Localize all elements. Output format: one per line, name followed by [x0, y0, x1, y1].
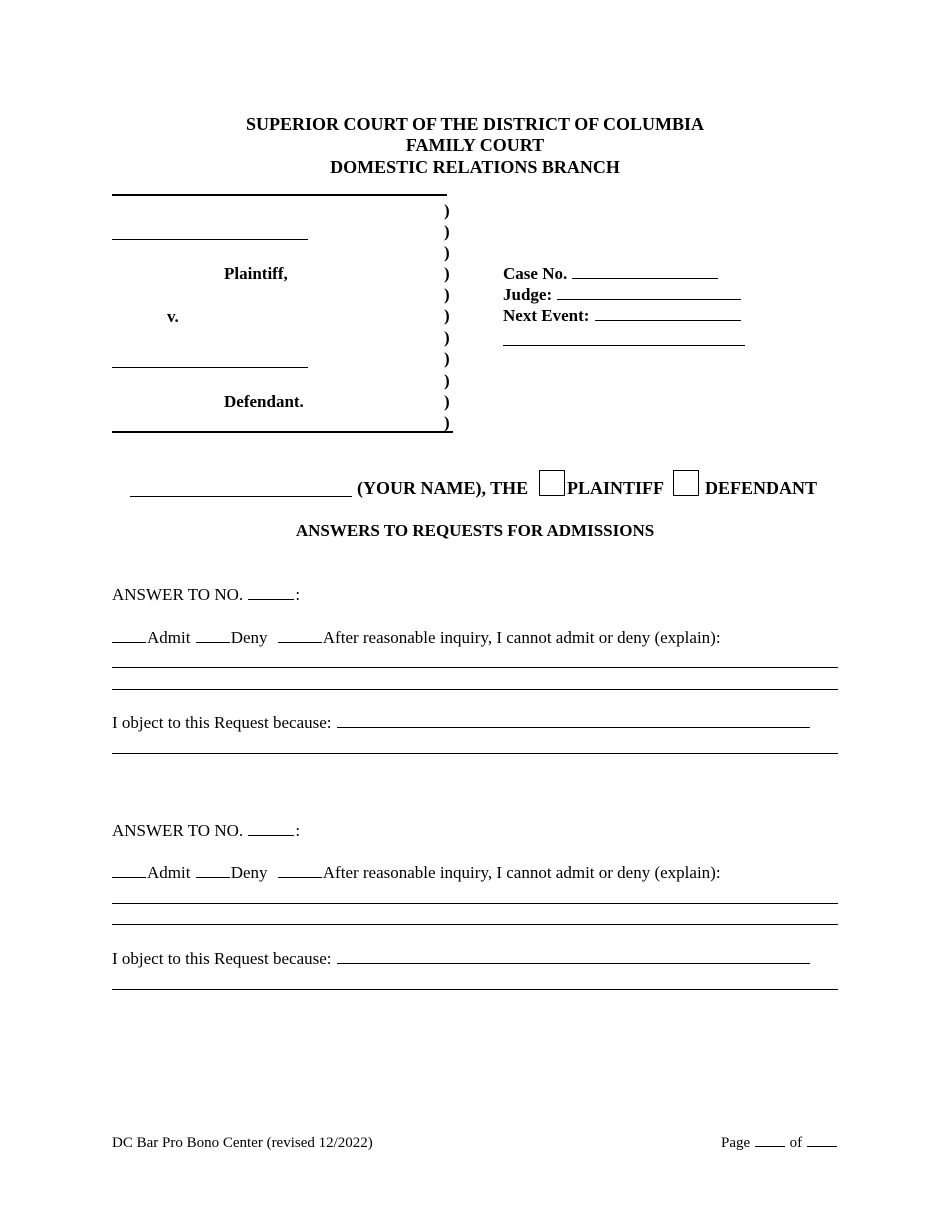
versus-label: v. [167, 307, 179, 326]
page-number-field[interactable] [755, 1134, 785, 1147]
explain-line[interactable] [112, 667, 838, 668]
deny-label: Deny [230, 628, 268, 647]
document-title: ANSWERS TO REQUESTS FOR ADMISSIONS [295, 521, 655, 540]
caption-paren: ) [444, 243, 450, 262]
plaintiff-checkbox[interactable] [539, 470, 565, 496]
page-number [721, 1134, 838, 1153]
deny-label: Deny [230, 863, 268, 882]
explain-line[interactable] [112, 924, 838, 925]
case-no-field[interactable] [572, 263, 718, 279]
caption-paren: ) [444, 392, 450, 411]
judge-field[interactable] [557, 284, 741, 300]
answer-heading [112, 584, 300, 605]
deny-blank[interactable] [196, 627, 230, 643]
cannot-admit-blank[interactable] [278, 862, 322, 878]
admit-blank[interactable] [112, 862, 146, 878]
page-label: Page [721, 1135, 751, 1151]
objection-field[interactable] [337, 712, 810, 728]
objection-label: I object to this Request because: [112, 713, 332, 732]
court-division: FAMILY COURT [405, 135, 545, 155]
objection-extra-line[interactable] [112, 989, 838, 990]
of-label: of [789, 1135, 803, 1151]
answer-number-field[interactable] [248, 584, 294, 600]
answer-colon: : [295, 821, 301, 840]
objection-row [112, 948, 811, 969]
next-event-field[interactable] [595, 305, 741, 321]
deny-blank[interactable] [196, 862, 230, 878]
judge-label: Judge: [503, 285, 553, 304]
admit-label: Admit [147, 628, 191, 647]
case-no-row [503, 263, 719, 284]
caption-paren: ) [444, 285, 450, 304]
plaintiff-name-line[interactable] [112, 239, 308, 240]
plaintiff-option-label: PLAINTIFF [567, 478, 665, 498]
judge-row [503, 284, 742, 305]
caption-bottom-rule [112, 431, 453, 433]
court-name: SUPERIOR COURT OF THE DISTRICT OF COLUMBIA [245, 114, 705, 134]
next-event-label: Next Event: [503, 306, 590, 325]
cannot-admit-label: After reasonable inquiry, I cannot admit or deny (explain): [322, 863, 721, 882]
caption-paren: ) [444, 306, 450, 325]
admit-blank[interactable] [112, 627, 146, 643]
your-name-label: (YOUR NAME), THE [357, 478, 529, 498]
caption-paren: ) [444, 328, 450, 347]
answer-colon: : [295, 585, 301, 604]
objection-field[interactable] [337, 948, 810, 964]
your-name-line[interactable] [130, 496, 352, 497]
objection-row [112, 712, 811, 733]
plaintiff-label: Plaintiff, [224, 264, 288, 283]
objection-extra-line[interactable] [112, 753, 838, 754]
caption-paren: ) [444, 349, 450, 368]
caption-paren: ) [444, 222, 450, 241]
answer-options [112, 862, 721, 883]
page-total-field[interactable] [807, 1134, 837, 1147]
cannot-admit-label: After reasonable inquiry, I cannot admit or deny (explain): [322, 628, 721, 647]
admit-label: Admit [147, 863, 191, 882]
case-no-label: Case No. [503, 264, 568, 283]
answer-heading [112, 820, 300, 841]
cannot-admit-blank[interactable] [278, 627, 322, 643]
defendant-checkbox[interactable] [673, 470, 699, 496]
footer-credit: DC Bar Pro Bono Center (revised 12/2022) [112, 1135, 373, 1151]
answer-options [112, 627, 721, 648]
answer-label: ANSWER TO NO. [112, 585, 244, 604]
next-event-extra-line[interactable] [503, 345, 745, 346]
caption-top-rule [112, 194, 447, 196]
court-branch: DOMESTIC RELATIONS BRANCH [330, 157, 620, 177]
explain-line[interactable] [112, 903, 838, 904]
answer-label: ANSWER TO NO. [112, 821, 244, 840]
defendant-option-label: DEFENDANT [705, 478, 818, 498]
explain-line[interactable] [112, 689, 838, 690]
caption-paren: ) [444, 413, 450, 432]
caption-paren: ) [444, 371, 450, 390]
objection-label: I object to this Request because: [112, 949, 332, 968]
answer-number-field[interactable] [248, 820, 294, 836]
caption-paren: ) [444, 201, 450, 220]
next-event-row [503, 305, 742, 326]
defendant-label: Defendant. [224, 392, 304, 411]
defendant-name-line[interactable] [112, 367, 308, 368]
caption-paren: ) [444, 264, 450, 283]
